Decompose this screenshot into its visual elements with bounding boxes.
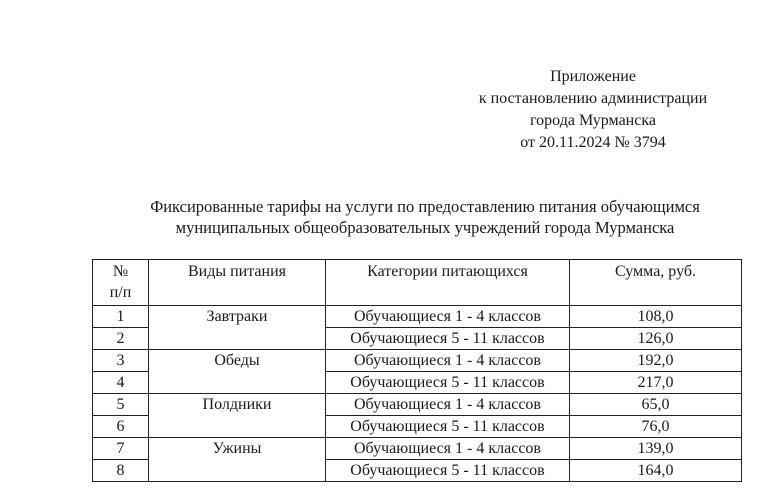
header-number-symbol: № — [112, 263, 129, 280]
category-cell: Обучающиеся 5 - 11 классов — [326, 416, 570, 438]
amount-cell: 108,0 — [570, 306, 742, 328]
appendix-resolution: к постановлению администрации — [478, 90, 708, 107]
document-title — [60, 196, 768, 238]
row-number: 8 — [93, 460, 149, 482]
row-number: 7 — [93, 438, 149, 460]
title-line-2: муниципальных общеобразовательных учреждений города Мурманска — [175, 218, 675, 237]
title-line-1: Фиксированные тарифы на услуги по предоставлению питания обучающимся — [150, 197, 700, 216]
category-cell: Обучающиеся 1 - 4 классов — [326, 438, 570, 460]
amount-cell: 139,0 — [570, 438, 742, 460]
row-number: 4 — [93, 372, 149, 394]
amount-cell: 217,0 — [570, 372, 742, 394]
category-cell: Обучающиеся 5 - 11 классов — [326, 328, 570, 350]
table-row — [93, 394, 742, 416]
amount-cell: 126,0 — [570, 328, 742, 350]
row-number: 1 — [93, 306, 149, 328]
table-header-row — [93, 260, 742, 306]
header-number — [93, 260, 149, 306]
table-row — [93, 306, 742, 328]
appendix-city: города Мурманска — [530, 112, 656, 129]
amount-cell: 164,0 — [570, 460, 742, 482]
category-cell: Обучающиеся 1 - 4 классов — [326, 306, 570, 328]
category-cell: Обучающиеся 1 - 4 классов — [326, 350, 570, 372]
table-row — [93, 350, 742, 372]
appendix-date-number: от 20.11.2024 № 3794 — [520, 134, 666, 151]
meal-type-cell: Завтраки — [149, 306, 326, 350]
row-number: 2 — [93, 328, 149, 350]
row-number: 6 — [93, 416, 149, 438]
category-cell: Обучающиеся 5 - 11 классов — [326, 372, 570, 394]
table-row — [93, 438, 742, 460]
amount-cell: 65,0 — [570, 394, 742, 416]
tariffs-table — [92, 259, 742, 482]
category-cell: Обучающиеся 1 - 4 классов — [326, 394, 570, 416]
appendix-reference — [440, 66, 746, 154]
row-number: 5 — [93, 394, 149, 416]
meal-type-cell: Обеды — [149, 350, 326, 394]
meal-type-cell: Ужины — [149, 438, 326, 482]
appendix-label: Приложение — [550, 68, 636, 85]
row-number: 3 — [93, 350, 149, 372]
amount-cell: 192,0 — [570, 350, 742, 372]
header-amount: Сумма, руб. — [570, 260, 742, 306]
category-cell: Обучающиеся 5 - 11 классов — [326, 460, 570, 482]
amount-cell: 76,0 — [570, 416, 742, 438]
meal-type-cell: Полдники — [149, 394, 326, 438]
header-meal-type: Виды питания — [149, 260, 326, 306]
header-number-abbrev: п/п — [109, 284, 132, 301]
header-category: Категории питающихся — [326, 260, 570, 306]
